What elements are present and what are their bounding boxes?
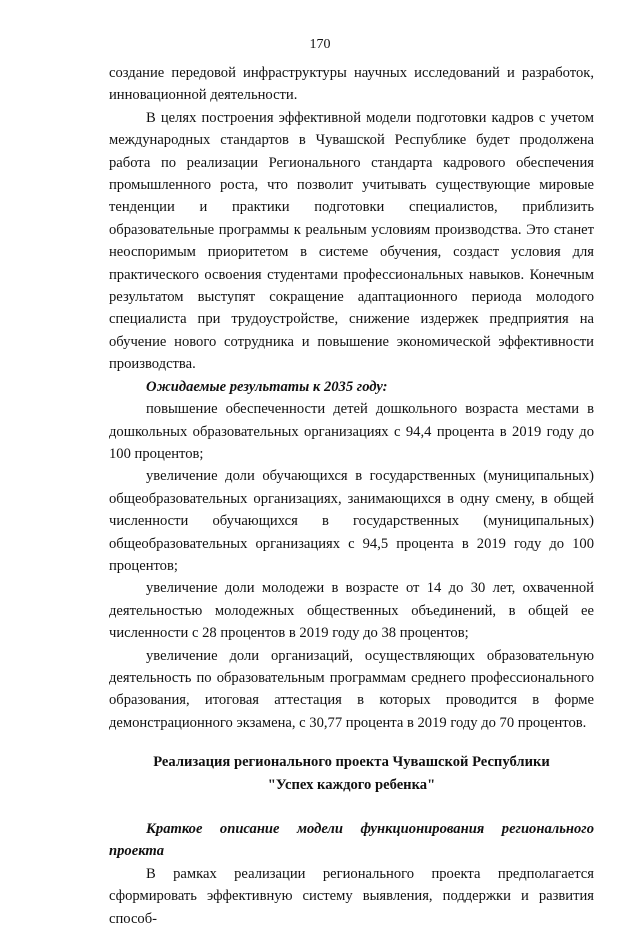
- section-heading-line-2: "Успех каждого ребенка": [267, 776, 436, 793]
- paragraph-personnel-training: В целях построения эффективной модели подготовки кадров с учетом международных стандартов в Чувашской Республике будет продолжена работа по реализации Регионального стандарта кадрового обеспечения промышленного роста, что позволит учитывать существующие мировые тенденции и практики подготовки специалистов, приблизить образовательные программы к реальным условиям производства. Это станет неоспоримым приоритетом в системе обучения, создаст условия для практического освоения студентами профессиональных навыков. Конечным результатом выступят сокращение адаптационного периода молодого специалиста при трудоустройстве, снижение издержек предприятия на обучение нового сотрудника и повышение экономической эффективности производства.: [109, 109, 594, 373]
- paragraph-continuation: создание передовой инфраструктуры научных исследований и разработок, инновационной деятельности.: [109, 65, 594, 104]
- page-number: 170: [309, 37, 331, 52]
- result-item-youth: увеличение доли молодежи в возрасте от 14 до 30 лет, охваченной деятельностью молодежных общественных объединений, в общей ее численности с 28 процентов в 2019 году до 38 процентов;: [109, 580, 594, 642]
- expected-results-heading: Ожидаемые результаты к 2035 году:: [146, 378, 388, 395]
- subsection-heading: Краткое описание модели функционирования регионального проекта: [109, 821, 594, 860]
- result-item-single-shift: увеличение доли обучающихся в государственных (муниципальных) общеобразовательных организациях, занимающихся в одну смену, в общей численности обучающихся в государственных (муниципальных) общеобразовательных организациях с 94,5 процента в 2019 году до 100 процентов;: [109, 468, 594, 574]
- paragraph-project-description: В рамках реализации регионального проекта предполагается сформировать эффективную систему выявления, поддержки и развития способ-: [109, 865, 594, 927]
- page-body: [109, 62, 594, 930]
- section-heading-line-1: Реализация регионального проекта Чувашской Республики: [153, 754, 550, 771]
- result-item-preschool: повышение обеспеченности детей дошкольного возраста местами в дошкольных образовательных организациях с 94,4 процента в 2019 году до 100 процентов;: [109, 401, 594, 462]
- result-item-demo-exam: увеличение доли организаций, осуществляющих образовательную деятельность по образовательным программам среднего профессионального образования, итоговая аттестация в которых проводится в форме демонстрационного экзамена, с 30,77 процента в 2019 году до 70 процентов.: [109, 647, 594, 731]
